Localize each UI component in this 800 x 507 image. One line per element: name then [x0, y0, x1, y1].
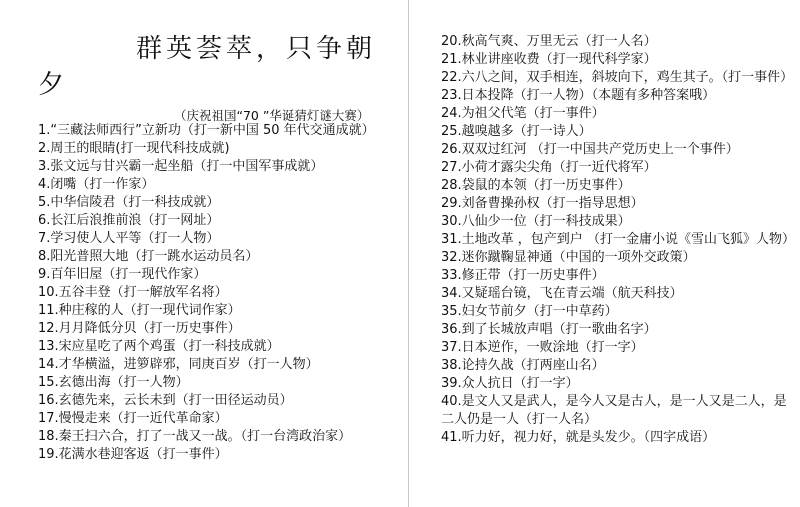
riddle-item: 30.八仙少一位（打一科技成果）	[441, 214, 631, 229]
riddle-item: 38.论持久战（打两座山名）	[441, 358, 605, 373]
riddle-item: 4.闭嘴（打一作家）	[38, 177, 155, 192]
riddle-item: 37.日本逆作，一败涂地（打一字）	[441, 340, 644, 355]
riddle-item: 34.又疑瑶台镜，飞在青云端（航天科技）	[441, 286, 683, 301]
riddle-item: 31.土地改革 ，包产到户 （打一金庸小说《雪山飞狐》人物）	[441, 232, 795, 247]
riddle-item: 2.周王的眼睛(打一现代科技成就)	[38, 141, 230, 156]
riddle-item: 18.秦王扫六合，打了一战又一战。（打一台湾政治家）	[38, 429, 352, 444]
riddle-item: 39.众人抗日（打一字）	[441, 376, 579, 391]
riddle-item: 25.越嗅越多（打一诗人）	[441, 124, 592, 139]
riddle-list-right	[441, 33, 795, 447]
riddle-item: 28.袋鼠的本领（打一历史事件）	[441, 178, 631, 193]
riddle-item: 21.林业讲座收费（打一现代科学家）	[441, 52, 657, 67]
riddle-item: 9.百年旧屋（打一现代作家）	[38, 267, 207, 282]
riddle-item: 8.阳光普照大地（打一跳水运动员名）	[38, 249, 259, 264]
riddle-item: 20.秋高气爽、万里无云（打一人名）	[441, 34, 657, 49]
riddle-item: 5.中华信陵君（打一科技成就）	[38, 195, 220, 210]
riddle-item: 15.玄德出海（打一人物）	[38, 375, 189, 390]
column-divider	[408, 0, 409, 507]
riddle-item: 16.玄德先来，云长未到（打一田径运动员）	[38, 393, 293, 408]
riddle-item: 11.种庄稼的人（打一现代词作家）	[38, 303, 241, 318]
riddle-item: 1.“三藏法师西行”立新功（打一新中国 50 年代交通成就）	[38, 123, 375, 138]
riddle-item: 3.张文远与甘兴霸一起坐船（打一中国军事成就）	[38, 159, 324, 174]
riddle-item: 6.长江后浪推前浪（打一网址）	[38, 213, 220, 228]
riddle-item: 12.月月降低分贝（打一历史事件）	[38, 321, 241, 336]
riddle-item: 41.听力好，视力好，就是头发少。（四字成语）	[441, 430, 716, 445]
riddle-item: 32.迷你蹴鞠显神通（中国的一项外交政策）	[441, 250, 696, 265]
page-title-line1: 群英荟萃，只争朝	[136, 34, 377, 64]
riddle-item: 36.到了长城放声唱（打一歌曲名字）	[441, 322, 657, 337]
riddle-item: 23.日本投降（打一人物）（本题有多种答案哦）	[441, 88, 716, 103]
riddle-item: 10.五谷丰登（打一解放军名将）	[38, 285, 228, 300]
page-subtitle: （庆祝祖国“70 ”华诞猜灯谜大赛）	[174, 108, 370, 123]
riddle-item: 17.慢慢走来（打一近代革命家）	[38, 411, 228, 426]
riddle-item: 14.才华横溢，进箩辟邪，同庚百岁（打一人物）	[38, 357, 319, 372]
page-title-line2: 夕	[38, 70, 69, 100]
riddle-item: 29.刘备曹操孙权（打一指导思想）	[441, 196, 644, 211]
riddle-item: 40.是文人又是武人，是今人又是古人，是一人又是二人，是二人仍是一人（打一人名）	[441, 394, 787, 427]
riddle-item: 35.妇女节前夕（打一中草药）	[441, 304, 618, 319]
riddle-item: 7.学习使人人平等（打一人物）	[38, 231, 220, 246]
riddle-list-left	[38, 122, 390, 464]
riddle-item: 13.宋应星吃了两个鸡蛋（打一科技成就）	[38, 339, 280, 354]
riddle-item: 24.为祖父代笔（打一事件）	[441, 106, 605, 121]
riddle-item: 19.花满水巷迎客返（打一事件）	[38, 447, 228, 462]
riddle-item: 26.双双过红河 （打一中国共产党历史上一个事件）	[441, 142, 739, 157]
riddle-item: 33.修正带（打一历史事件）	[441, 268, 605, 283]
riddle-item: 22.六八之间，双手相连，斜坡向下，鸡生其子。（打一事件）	[441, 70, 794, 85]
riddle-item: 27.小荷才露尖尖角（打一近代将军）	[441, 160, 657, 175]
